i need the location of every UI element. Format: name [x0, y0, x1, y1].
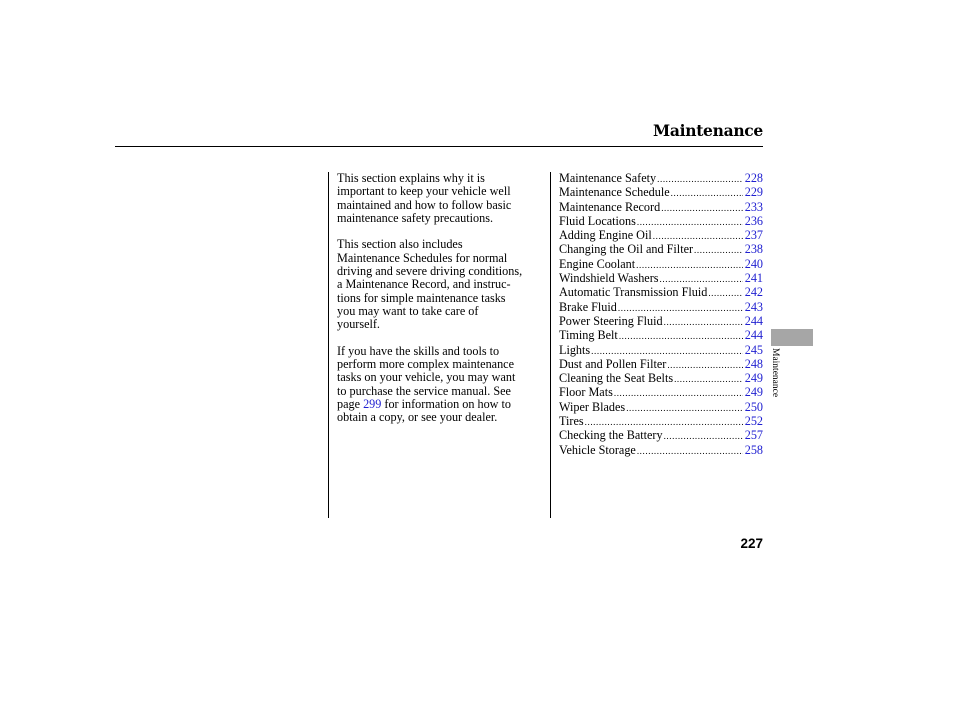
toc-page-link[interactable]: 249	[744, 371, 763, 386]
toc-page-link[interactable]: 245	[744, 342, 763, 357]
toc-leader-dots	[663, 430, 743, 443]
intro-line: perform more complex maintenance	[337, 357, 514, 372]
toc-leader-dots	[693, 244, 743, 257]
toc-item[interactable]	[559, 186, 763, 200]
intro-line: maintained and how to follow basic	[337, 197, 512, 212]
toc-item[interactable]	[559, 401, 763, 415]
intro-line: to purchase the service manual. See	[337, 383, 511, 398]
toc-item[interactable]	[559, 372, 763, 386]
toc-item-label: Maintenance Record	[559, 199, 661, 214]
toc-item-label: Dust and Pollen Filter	[559, 356, 667, 371]
intro-line: driving and severe driving conditions,	[337, 264, 523, 279]
toc-page-link[interactable]: 237	[744, 228, 763, 243]
toc-item-label: Cleaning the Seat Belts	[559, 371, 674, 386]
toc-leader-dots	[617, 302, 743, 315]
toc-leader-dots	[636, 216, 743, 229]
intro-line: important to keep your vehicle well	[337, 184, 511, 199]
section-tab-label: Maintenance	[770, 348, 780, 398]
intro-line: If you have the skills and tools to	[337, 343, 500, 358]
toc-page-link[interactable]: 238	[744, 242, 763, 257]
toc-page-link[interactable]: 228	[744, 171, 763, 185]
toc-leader-dots	[707, 287, 742, 300]
intro-paragraph-1	[337, 172, 547, 225]
toc-page-link[interactable]: 252	[744, 414, 763, 429]
intro-line: you may want to take care of	[337, 303, 479, 318]
toc-leader-dots	[659, 273, 743, 286]
intro-paragraph-3	[337, 345, 547, 425]
page-number: 227	[740, 536, 763, 551]
toc-item-label: Floor Mats	[559, 385, 613, 400]
intro-line: for information on how to	[381, 397, 511, 412]
toc-item-label: Changing the Oil and Filter	[559, 242, 694, 257]
intro-line: This section also includes	[337, 237, 463, 252]
toc-page-link[interactable]: 240	[744, 256, 763, 271]
toc-item[interactable]	[559, 301, 763, 315]
left-column-rule	[328, 172, 329, 518]
intro-line: maintenance safety precautions.	[337, 210, 493, 225]
toc-leader-dots	[663, 316, 743, 329]
toc-page-link[interactable]: 229	[744, 185, 763, 200]
toc-leader-dots	[636, 445, 743, 458]
toc-item[interactable]	[559, 358, 763, 372]
toc-page-link[interactable]: 242	[744, 285, 763, 300]
toc-item[interactable]	[559, 229, 763, 243]
toc-item[interactable]	[559, 444, 763, 458]
intro-paragraph-2	[337, 238, 547, 331]
intro-line: page	[337, 397, 364, 412]
toc-leader-dots	[673, 373, 743, 386]
toc-page-link[interactable]: 241	[744, 271, 763, 286]
toc-item-label: Windshield Washers	[559, 271, 659, 286]
toc-item-label: Maintenance Schedule	[559, 185, 670, 200]
intro-line: yourself.	[337, 317, 380, 332]
intro-line: Maintenance Schedules for normal	[337, 250, 508, 265]
toc-page-link[interactable]: 258	[744, 442, 763, 457]
toc-item-label: Checking the Battery	[559, 428, 663, 443]
toc-leader-dots	[584, 416, 743, 429]
toc-item[interactable]	[559, 386, 763, 400]
toc-item-label: Engine Coolant	[559, 256, 636, 271]
toc-page-link[interactable]: 243	[744, 299, 763, 314]
toc-item-label: Timing Belt	[559, 328, 618, 343]
toc-item-label: Maintenance Safety	[559, 171, 657, 185]
intro-text	[337, 172, 547, 438]
intro-line: a Maintenance Record, and instruc-	[337, 277, 511, 292]
toc-leader-dots	[670, 187, 743, 200]
toc-page-link[interactable]: 244	[744, 328, 763, 343]
toc-leader-dots	[590, 345, 743, 358]
toc-item-label: Lights	[559, 342, 591, 357]
toc-leader-dots	[656, 173, 743, 186]
toc-page-link[interactable]: 249	[744, 385, 763, 400]
toc-page-link[interactable]: 250	[744, 399, 763, 414]
toc-item[interactable]	[559, 415, 763, 429]
toc-item[interactable]	[559, 172, 763, 186]
page-reference-link[interactable]: 299	[363, 397, 382, 412]
toc-leader-dots	[613, 387, 743, 400]
page-title: Maintenance	[653, 121, 763, 140]
toc-page-link[interactable]: 257	[744, 428, 763, 443]
title-divider	[115, 146, 763, 147]
toc-item[interactable]	[559, 429, 763, 443]
toc-item-label: Tires	[559, 414, 584, 429]
intro-line: obtain a copy, or see your dealer.	[337, 410, 498, 425]
toc-item-label: Automatic Transmission Fluid	[559, 285, 708, 300]
toc-item-label: Vehicle Storage	[559, 442, 636, 457]
toc-leader-dots	[635, 259, 743, 272]
toc-leader-dots	[652, 230, 743, 243]
intro-line: This section explains why it is	[337, 171, 485, 185]
toc-page-link[interactable]: 248	[744, 356, 763, 371]
toc-item[interactable]	[559, 258, 763, 272]
toc-item[interactable]	[559, 315, 763, 329]
toc-item[interactable]	[559, 329, 763, 343]
toc-item-label: Adding Engine Oil	[559, 228, 652, 243]
toc-item-label: Fluid Locations	[559, 213, 636, 228]
toc-item[interactable]	[559, 272, 763, 286]
toc-item[interactable]	[559, 215, 763, 229]
toc-item[interactable]	[559, 344, 763, 358]
toc-leader-dots	[660, 202, 743, 215]
middle-column-rule	[550, 172, 551, 518]
toc-leader-dots	[618, 330, 743, 343]
intro-line: tions for simple maintenance tasks	[337, 290, 506, 305]
toc-item[interactable]	[559, 286, 763, 300]
intro-line: tasks on your vehicle, you may want	[337, 370, 516, 385]
toc-item-label: Brake Fluid	[559, 299, 617, 314]
toc-leader-dots	[625, 402, 743, 415]
toc-item[interactable]	[559, 243, 763, 257]
table-of-contents	[559, 172, 763, 458]
section-tab	[771, 329, 813, 346]
toc-leader-dots	[666, 359, 742, 372]
toc-item[interactable]	[559, 201, 763, 215]
toc-page-link[interactable]: 236	[744, 213, 763, 228]
toc-page-link[interactable]: 244	[744, 313, 763, 328]
toc-item-label: Wiper Blades	[559, 399, 626, 414]
toc-item-label: Power Steering Fluid	[559, 313, 663, 328]
toc-page-link[interactable]: 233	[744, 199, 763, 214]
